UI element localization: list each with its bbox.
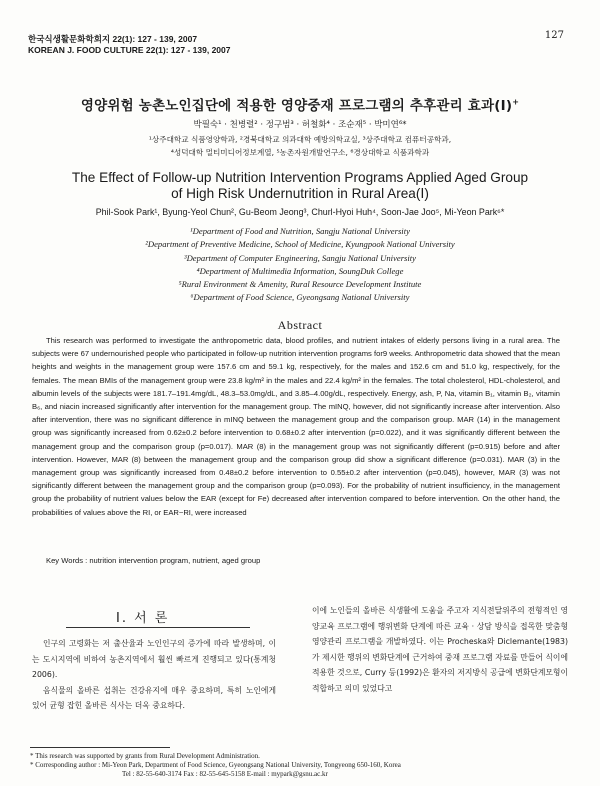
authors-english: Phil-Sook Park¹, Byung-Yeol Chun², Gu-Beom Jeong³, Churl-Hyoi Huh⁴, Soon-Jae Joo⁵, Mi-Yeon Park⁶*	[95, 207, 505, 217]
affiliation-en-line: ⁵Rural Environment & Amenity, Rural Resource Development Institute	[178, 279, 422, 290]
title-korean-text: 영양위험 농촌노인집단에 적용한 영양중재 프로그램의 추후관리 효과(Ⅰ)	[80, 98, 513, 114]
body-left-column	[32, 636, 276, 714]
body-right-column	[312, 603, 568, 696]
affiliation-ko-line: ⁴성덕대학 멀티미디어정보계열, ⁵농촌자원개발연구소, ⁶경상대학교 식품과학과	[170, 148, 430, 157]
paragraph: 이에 노인들의 올바른 식생활에 도움을 주고자 지식전달위주의 전형적인 영양교육 프로그램에 행위변화 단계에 따른 교육 · 상담 방식을 접목한 맞춤형 영양관리 프로그램을 개발하였다. 이는 Procheska와 Diclemante(1983)가 제시한 행위의 변화단계에 근거하여 중재 프로그램 자료를 만들어 식이에 적용한 것으로, Curry 등(1992)은 환자의 저지방식 공급에 변화단계모형이 적합하고 의미 있었다고	[312, 606, 568, 693]
abstract-body: This research was performed to investigate the anthropometric data, blood profiles, and nutrient intakes of elderly persons living in a rural area. The subjects were 67 undernourished people who participated in follow-up nutrition intervention programs for9 weeks. Anthropometric data showed that the mean heights and weights in the management group were 157.6 cm and 59.1 kg, respectively, for the males and 152.6 cm and 51.0 kg, respectively, for the females. The mean BMIs of the management group were 23.8 kg/m² in the males and 22.4 kg/m² in the females. The total cholesterol, HDL-cholesterol, and albumin levels of the subjects were 181.7–191.4mg/dL, 48.3–53.0mg/dL, and 3.85–4.00g/dL, respectively. Energy, ash, P, Na, vitamin B₁, vitamin B₂, vitamin B₆, and niacin increased significantly after intervention for the management group. The mINQ, however, did not significantly increase after intervention. Also after intervention, there was no significant difference in mINQ between the management group and the comparison group. MAR (14) in the management group was significantly increased from 0.62±0.2 before intervention to 0.68±0.2 after intervention (p=0.022), and it was significantly different between the management group and the comparison group (p=0.017). MAR (8) in the management group was not significantly different (p=0.915) before and after intervention. However, MAR (8) between the management group and the comparison group did show a significant difference (p=0.031). MAR (3) in the management group was significantly increased from 0.48±0.2 before intervention to 0.55±0.2 after intervention (p=0.045), however, MAR (3) was not significantly different between the management group and the comparison group (p=0.093). For the probability of nutrient insufficiency, in the management group the probability of nutrient values below the EAR (except for Fe) decreased after intervention compared to before intervention. On the other hand, the probabilities of values above the RI, or EAR~RI, were increased	[32, 336, 560, 517]
affiliations-korean	[60, 133, 540, 159]
footnote-corresponding: * Corresponding author : Mi-Yeon Park, Department of Food Science, Gyeongsang National University, Tongyeong 650-160, Korea	[30, 761, 401, 769]
footnote-divider	[30, 747, 170, 748]
title-korean	[0, 94, 600, 114]
journal-line-ko: 한국식생활문화학회지 22(1): 127 - 139, 2007	[28, 34, 198, 44]
title-english: The Effect of Follow-up Nutrition Intervention Programs Applied Aged Group of High Risk Undernutrition in Rural Area(Ⅰ)	[71, 170, 529, 201]
affiliations-english	[40, 225, 560, 305]
affiliation-en-line: ⁴Department of Multimedia Information, SoungDuk College	[196, 265, 404, 276]
section-heading-introduction: Ⅰ. 서 론	[116, 611, 170, 626]
journal-header	[28, 34, 231, 56]
keywords: Key Words : nutrition intervention program, nutrient, aged group	[46, 556, 261, 565]
footnote-funding: * This research was supported by grants from Rural Development Administration.	[30, 752, 260, 760]
paragraph: 음식물의 올바른 섭취는 건강유지에 매우 중요하며, 특히 노인에게 있어 균형 잡힌 올바른 식사는 더욱 중요하다.	[32, 685, 276, 710]
title-korean-sup: +	[512, 97, 520, 107]
authors-korean: 박필숙¹ · 천병렬² · 정구범³ · 허철화⁴ · 조순재⁵ · 박미연⁶*	[193, 120, 407, 130]
page-number: 127	[544, 30, 564, 41]
affiliation-en-line: ¹Department of Food and Nutrition, Sangju National University	[190, 226, 410, 236]
paragraph: 인구의 고령화는 저 출산율과 노인인구의 증가에 따라 발생하며, 이는 도시지역에 비하여 농촌지역에서 훨씬 빠르게 진행되고 있다(통계청 2006).	[32, 639, 276, 679]
journal-line-en: KOREAN J. FOOD CULTURE 22(1): 127 - 139, 2007	[28, 45, 231, 55]
affiliation-en-line: ⁶Department of Food Science, Gyeongsang National University	[190, 292, 410, 303]
affiliation-ko-line: ¹상주대학교 식품영양학과, ²경북대학교 의과대학 예방의학교실, ³상주대학교 컴퓨터공학과,	[148, 135, 452, 144]
abstract-heading: Abstract	[277, 318, 323, 332]
footnote-contact: Tel : 82-55-640-3174 Fax : 82-55-645-5158 E-mail : mypark@gsnu.ac.kr	[122, 770, 328, 778]
affiliation-en-line: ³Department of Computer Engineering, Sangju National University	[184, 252, 416, 263]
footnotes	[30, 752, 570, 779]
affiliation-en-line: ²Department of Preventive Medicine, School of Medicine, Kyungpook National University	[145, 239, 455, 250]
section-divider	[66, 627, 250, 628]
